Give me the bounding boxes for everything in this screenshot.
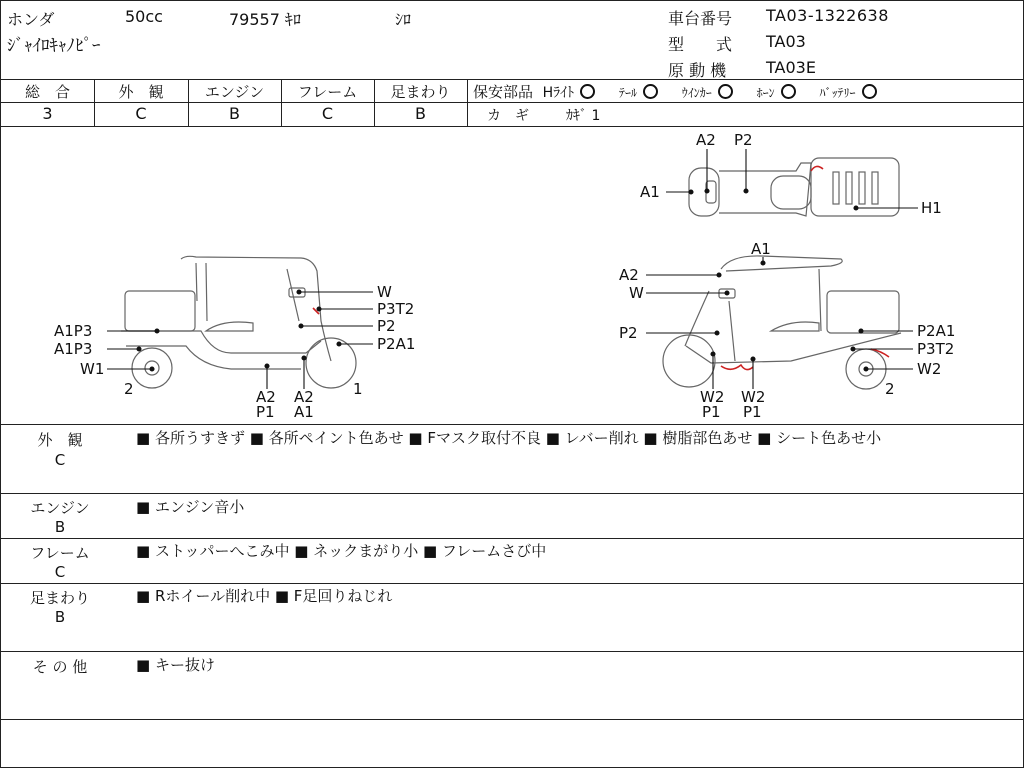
diagram-label: P2 bbox=[619, 324, 638, 342]
diagram-label: P3T2 bbox=[917, 340, 955, 358]
damage-diagram bbox=[1, 127, 1023, 425]
diagram-label: P2 bbox=[377, 317, 396, 335]
key-value: ｶｷﾞ 1 bbox=[566, 108, 601, 124]
diagram-label: A2 bbox=[619, 266, 639, 284]
diagram-label: H1 bbox=[921, 199, 942, 217]
scooter-top-view bbox=[689, 158, 899, 216]
horn-ok-icon bbox=[781, 84, 796, 99]
displacement: 50cc bbox=[125, 7, 163, 26]
mileage-unit: ｷﾛ bbox=[285, 10, 302, 29]
safety-parts-row bbox=[473, 81, 877, 102]
divider bbox=[1, 424, 1023, 425]
diagram-label: W2 bbox=[700, 388, 725, 406]
divider bbox=[94, 102, 467, 103]
remark-grade: B bbox=[54, 518, 66, 536]
scooter-left-side bbox=[121, 256, 356, 388]
diagram-label: A1P3 bbox=[54, 340, 93, 358]
remark-grade: C bbox=[54, 451, 66, 469]
remark-category: 足まわり bbox=[29, 589, 90, 607]
diagram-label: A1 bbox=[751, 240, 771, 258]
remark-text: ■ キー抜け bbox=[136, 656, 215, 674]
diagram-label: P1 bbox=[256, 403, 275, 421]
type-value: TA03 bbox=[766, 32, 806, 51]
diagram-label: A1 bbox=[294, 403, 314, 421]
divider bbox=[1, 538, 1023, 539]
headlight-label: Hﾗｲﾄ bbox=[542, 85, 575, 101]
divider bbox=[1, 79, 1023, 80]
engine-label: エンジン bbox=[204, 83, 265, 101]
diagram-label: P2A1 bbox=[377, 335, 416, 353]
taillight-label: ﾃｰﾙ bbox=[618, 86, 637, 100]
remark-text: ■ Rホイール削れ中 ■ F足回りねじれ bbox=[136, 587, 393, 605]
diagram-label: 2 bbox=[124, 380, 134, 398]
horn-label: ﾎｰﾝ bbox=[756, 86, 775, 100]
diagram-label: W bbox=[629, 284, 644, 302]
frame-grade: C bbox=[321, 104, 334, 123]
remark-category: そ の 他 bbox=[32, 658, 88, 676]
remark-text: ■ 各所うすきず ■ 各所ペイント色あせ ■ Fマスク取付不良 ■ レバー削れ ■ 樹脂部色あせ ■ シート色あせ小 bbox=[136, 429, 882, 447]
diagram-label: P1 bbox=[743, 403, 762, 421]
diagram-label: W bbox=[377, 283, 392, 301]
diagram-label: W2 bbox=[741, 388, 766, 406]
chassis-label: 車台番号 bbox=[668, 9, 733, 28]
mileage bbox=[229, 7, 301, 30]
divider bbox=[1, 651, 1023, 652]
divider bbox=[1, 719, 1023, 720]
frame-label: フレーム bbox=[297, 83, 358, 101]
divider bbox=[1, 583, 1023, 584]
mileage-value: 79557 bbox=[229, 10, 280, 29]
remark-grade: C bbox=[54, 563, 66, 581]
engine-grade: B bbox=[229, 104, 240, 123]
remark-grade: B bbox=[54, 608, 66, 626]
diagram-label: A2 bbox=[696, 131, 716, 149]
safety-title: 保安部品 bbox=[473, 83, 534, 101]
divider bbox=[1, 102, 94, 103]
model-name: ｼﾞｬｲﾛｷｬﾉﾋﾟｰ bbox=[7, 36, 101, 56]
exterior-grade: C bbox=[135, 104, 147, 123]
divider bbox=[1, 493, 1023, 494]
engine-type-label: 原 動 機 bbox=[668, 61, 727, 80]
remark-text: ■ ストッパーへこみ中 ■ ネックまがり小 ■ フレームさび中 bbox=[136, 542, 547, 560]
diagram-label: A2 bbox=[256, 388, 276, 406]
diagram-label: P2 bbox=[734, 131, 753, 149]
diagram-label: P1 bbox=[702, 403, 721, 421]
headlight-ok-icon bbox=[580, 84, 595, 99]
battery-ok-icon bbox=[862, 84, 877, 99]
chassis-value: TA03-1322638 bbox=[766, 6, 889, 25]
exterior-label: 外 観 bbox=[118, 83, 164, 101]
overall-label: 総 合 bbox=[24, 83, 70, 101]
battery-label: ﾊﾞｯﾃﾘｰ bbox=[819, 86, 856, 100]
suspension-grade: B bbox=[415, 104, 426, 123]
diagram-label: A1 bbox=[640, 183, 660, 201]
overall-grade: 3 bbox=[42, 104, 53, 123]
remark-category: エンジン bbox=[30, 499, 90, 517]
winker-ok-icon bbox=[718, 84, 733, 99]
winker-label: ｳｲﾝｶｰ bbox=[681, 86, 712, 100]
divider bbox=[467, 102, 1023, 103]
taillight-ok-icon bbox=[643, 84, 658, 99]
remark-category: 外 観 bbox=[37, 431, 83, 449]
remark-category: フレーム bbox=[30, 544, 90, 562]
engine-type-value: TA03E bbox=[766, 58, 816, 77]
diagram-label: A2 bbox=[294, 388, 314, 406]
diagram-label: 2 bbox=[885, 380, 895, 398]
key-label: カ ギ bbox=[487, 108, 529, 124]
maker: ホンダ bbox=[7, 10, 55, 29]
diagram-label: W2 bbox=[917, 360, 942, 378]
color: ｼﾛ bbox=[395, 10, 412, 29]
diagram-label: 1 bbox=[353, 380, 363, 398]
diagram-label: A1P3 bbox=[54, 322, 93, 340]
diagram-label: P2A1 bbox=[917, 322, 956, 340]
diagram-label: W1 bbox=[80, 360, 105, 378]
suspension-label: 足まわり bbox=[390, 83, 451, 101]
diagram-label: P3T2 bbox=[377, 300, 415, 318]
remark-text: ■ エンジン音小 bbox=[136, 498, 245, 516]
type-label: 型 式 bbox=[668, 35, 733, 54]
